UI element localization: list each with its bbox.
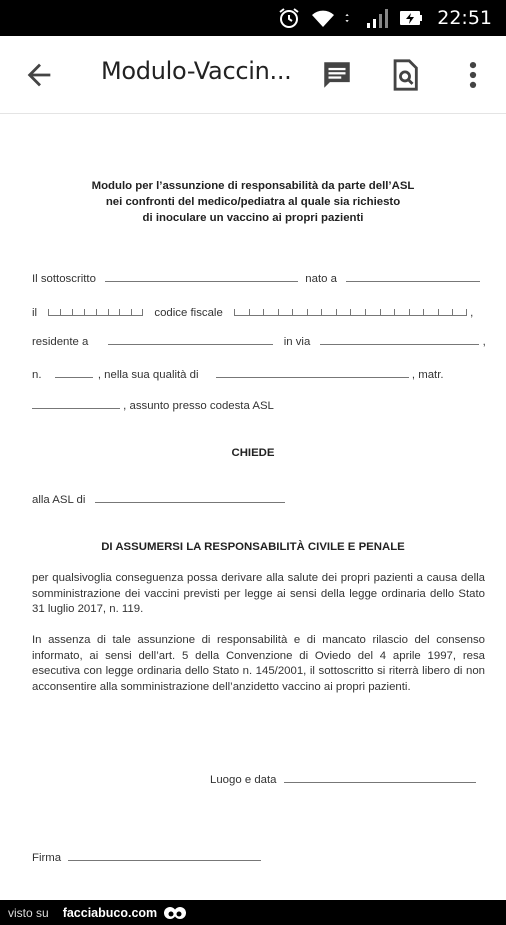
form-line-luogo-data — [210, 774, 476, 786]
heading-chiede: CHIEDE — [231, 447, 275, 459]
status-time: 22:51 — [437, 7, 492, 29]
eyes-logo-icon — [163, 905, 187, 921]
form-line-qualita — [32, 369, 444, 381]
comma: , — [470, 307, 474, 319]
form-title-line: Modulo per l’assunzione di responsabilità da parte dell’ASL — [91, 180, 415, 192]
comma: , — [482, 336, 486, 348]
wifi-icon — [311, 6, 335, 30]
blank-firma[interactable] — [68, 852, 261, 861]
more-vert-icon[interactable] — [456, 58, 490, 92]
blank-sottoscritto[interactable] — [105, 273, 298, 282]
form-line-assunto — [32, 400, 274, 412]
blank-qualita[interactable] — [216, 369, 409, 378]
back-icon[interactable] — [22, 58, 56, 92]
blank-matricola[interactable] — [32, 400, 120, 409]
visto-su-label: visto su — [8, 905, 49, 920]
form-title-line: nei confronti del medico/pediatra al quale sia richiesto — [105, 196, 401, 208]
label-n: n. — [32, 369, 42, 381]
paragraph-assenza: In assenza di tale assunzione di responsabilità e di mancato rilascio del consenso informato, ai sensi dell’art. 5 della Convenzione di Oviedo del 4 aprile 1997, resa esecutiva con legge ordinaria dello Stato n. 145/2001, il sottoscritto si riterrà libero di non acconsentire alla somministrazione dell’anzidetto vaccino ai propri pazienti. — [32, 634, 485, 693]
signal-icon — [365, 6, 389, 30]
label-firma: Firma — [32, 852, 62, 864]
label-codice-fiscale: codice fiscale — [154, 307, 223, 319]
label-alla-asl: alla ASL di — [32, 494, 86, 506]
blank-asl[interactable] — [95, 494, 285, 503]
form-title-line: di inoculare un vaccino ai propri pazienti — [142, 212, 364, 224]
watermark-bar — [0, 900, 506, 925]
form-title — [40, 178, 466, 226]
label-luogo-data: Luogo e data — [210, 774, 277, 786]
form-line-firma — [32, 852, 261, 864]
label-assunto: , assunto presso codesta ASL — [123, 400, 274, 412]
search-document-icon[interactable] — [388, 58, 422, 92]
heading-responsabilita: DI ASSUMERSI LA RESPONSABILITÀ CIVILE E PENALE — [101, 541, 405, 553]
form-line-sottoscritto — [32, 273, 480, 285]
battery-charging-icon — [399, 6, 423, 30]
label-nato-a: nato a — [305, 273, 337, 285]
comment-icon[interactable] — [320, 58, 354, 92]
blank-residente-a[interactable] — [108, 336, 273, 345]
status-bar — [0, 0, 506, 36]
data-arrows-icon — [345, 6, 355, 30]
blank-in-via[interactable] — [320, 336, 479, 345]
codice-fiscale-boxes[interactable] — [234, 305, 467, 316]
status-icons — [277, 0, 492, 36]
document-page — [0, 115, 506, 900]
label-matr: , matr. — [411, 369, 444, 381]
form-line-codice-fiscale — [32, 305, 473, 319]
app-bar — [0, 36, 506, 114]
label-qualita: , nella sua qualità di — [97, 369, 199, 381]
blank-luogo-data[interactable] — [284, 774, 476, 783]
blank-n[interactable] — [55, 369, 93, 378]
document-title: Modulo-Vaccin... — [101, 57, 292, 85]
date-of-birth-boxes[interactable] — [48, 305, 143, 316]
blank-nato-a[interactable] — [346, 273, 480, 282]
brand-label: facciabuco.com — [62, 905, 158, 920]
label-in-via: in via — [283, 336, 311, 348]
label-il: il — [32, 307, 38, 319]
paragraph-conseguenze: per qualsivoglia conseguenza possa derivare alla salute dei propri pazienti a causa della somministrazione dei vaccini previsti per legge ai sensi della legge ordinaria dello Stato 31 luglio 2017, n. 119. — [32, 572, 485, 616]
alarm-icon — [277, 6, 301, 30]
form-line-residenza — [32, 336, 486, 348]
form-line-asl — [32, 494, 285, 506]
label-residente-a: residente a — [32, 336, 89, 348]
label-sottoscritto: Il sottoscritto — [32, 273, 96, 285]
